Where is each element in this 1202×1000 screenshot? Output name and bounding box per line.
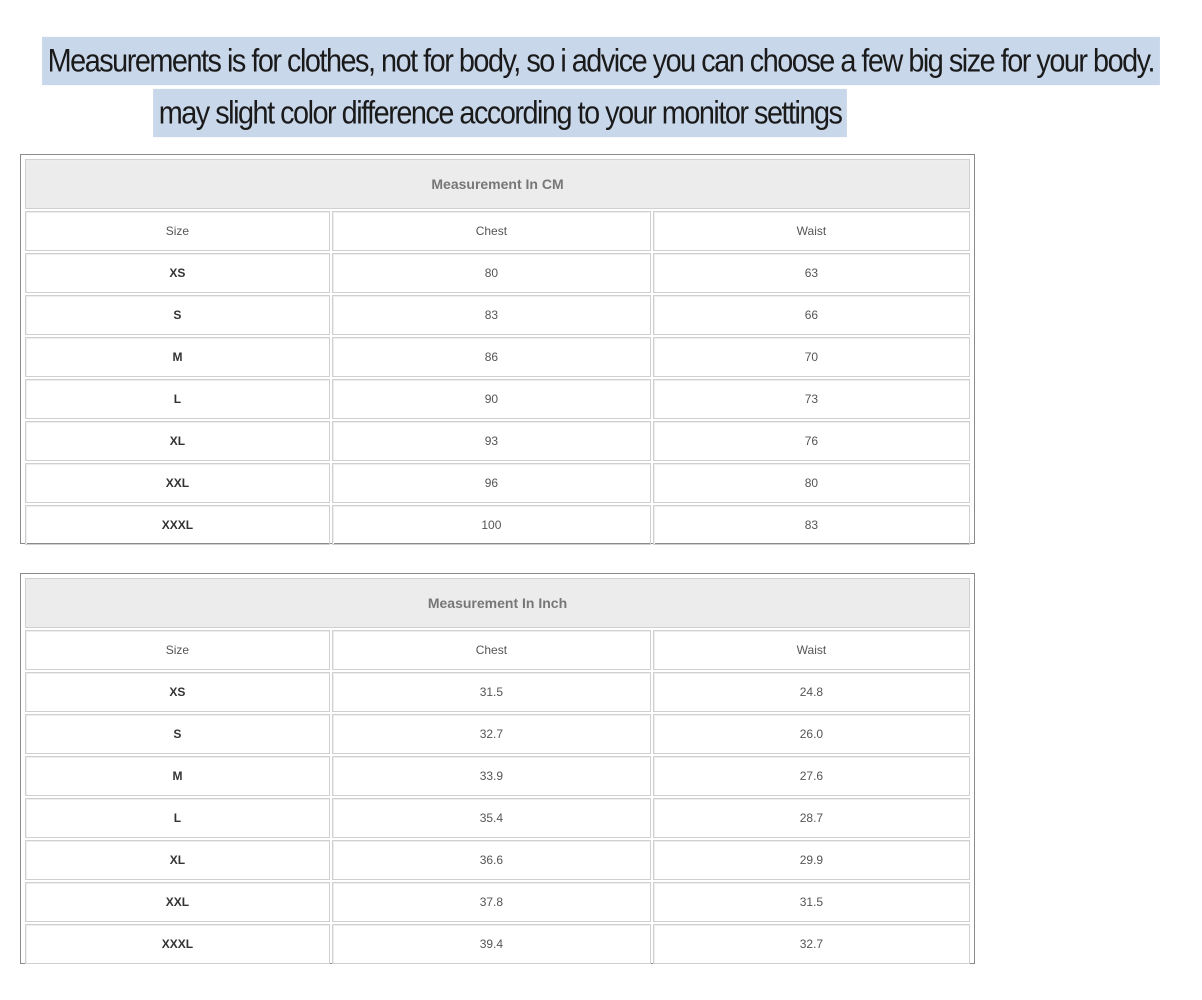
waist-cell: 26.0 xyxy=(653,714,970,754)
size-cell: L xyxy=(25,798,330,838)
table-title: Measurement In Inch xyxy=(25,578,970,628)
waist-cell: 73 xyxy=(653,379,970,419)
chest-cell: 36.6 xyxy=(332,840,651,880)
waist-cell: 28.7 xyxy=(653,798,970,838)
column-header-size: Size xyxy=(25,630,330,670)
waist-cell: 32.7 xyxy=(653,924,970,964)
waist-cell: 29.9 xyxy=(653,840,970,880)
waist-cell: 70 xyxy=(653,337,970,377)
size-cell: XXL xyxy=(25,882,330,922)
table-row xyxy=(25,463,970,503)
chest-cell: 80 xyxy=(332,253,651,293)
size-cell: XL xyxy=(25,840,330,880)
size-cell: M xyxy=(25,756,330,796)
chest-cell: 32.7 xyxy=(332,714,651,754)
table-header-row xyxy=(25,211,970,251)
chest-cell: 90 xyxy=(332,379,651,419)
table-title: Measurement In CM xyxy=(25,159,970,209)
measurement-table-inch xyxy=(20,573,975,964)
table-row xyxy=(25,714,970,754)
chest-cell: 93 xyxy=(332,421,651,461)
measurement-table-cm xyxy=(20,154,975,544)
column-header-waist: Waist xyxy=(653,630,970,670)
waist-cell: 76 xyxy=(653,421,970,461)
chest-cell: 100 xyxy=(332,505,651,545)
table-row xyxy=(25,672,970,712)
size-notice xyxy=(0,38,1155,142)
chest-cell: 31.5 xyxy=(332,672,651,712)
table-row xyxy=(25,337,970,377)
waist-cell: 80 xyxy=(653,463,970,503)
waist-cell: 83 xyxy=(653,505,970,545)
table-header-row xyxy=(25,630,970,670)
size-cell: L xyxy=(25,379,330,419)
column-header-chest: Chest xyxy=(332,211,651,251)
table-row xyxy=(25,253,970,293)
notice-line-2: may slight color difference according to your monitor settings xyxy=(153,89,847,137)
column-header-waist: Waist xyxy=(653,211,970,251)
table-row xyxy=(25,840,970,880)
size-cell: S xyxy=(25,714,330,754)
chest-cell: 39.4 xyxy=(332,924,651,964)
chest-cell: 35.4 xyxy=(332,798,651,838)
table-row xyxy=(25,295,970,335)
waist-cell: 63 xyxy=(653,253,970,293)
chest-cell: 83 xyxy=(332,295,651,335)
chest-cell: 33.9 xyxy=(332,756,651,796)
chest-cell: 37.8 xyxy=(332,882,651,922)
waist-cell: 66 xyxy=(653,295,970,335)
size-cell: XS xyxy=(25,672,330,712)
chest-cell: 96 xyxy=(332,463,651,503)
size-cell: XXXL xyxy=(25,924,330,964)
size-cell: M xyxy=(25,337,330,377)
waist-cell: 27.6 xyxy=(653,756,970,796)
table-row xyxy=(25,924,970,964)
chest-cell: 86 xyxy=(332,337,651,377)
table-row xyxy=(25,798,970,838)
table-row xyxy=(25,379,970,419)
size-cell: XXL xyxy=(25,463,330,503)
table-row xyxy=(25,882,970,922)
waist-cell: 24.8 xyxy=(653,672,970,712)
waist-cell: 31.5 xyxy=(653,882,970,922)
table-row xyxy=(25,421,970,461)
table-row xyxy=(25,756,970,796)
column-header-size: Size xyxy=(25,211,330,251)
notice-line-1: Measurements is for clothes, not for body, so i advice you can choose a few big size for your body. xyxy=(42,37,1160,85)
size-cell: XXXL xyxy=(25,505,330,545)
table-row xyxy=(25,505,970,545)
size-cell: XL xyxy=(25,421,330,461)
column-header-chest: Chest xyxy=(332,630,651,670)
size-cell: S xyxy=(25,295,330,335)
size-cell: XS xyxy=(25,253,330,293)
